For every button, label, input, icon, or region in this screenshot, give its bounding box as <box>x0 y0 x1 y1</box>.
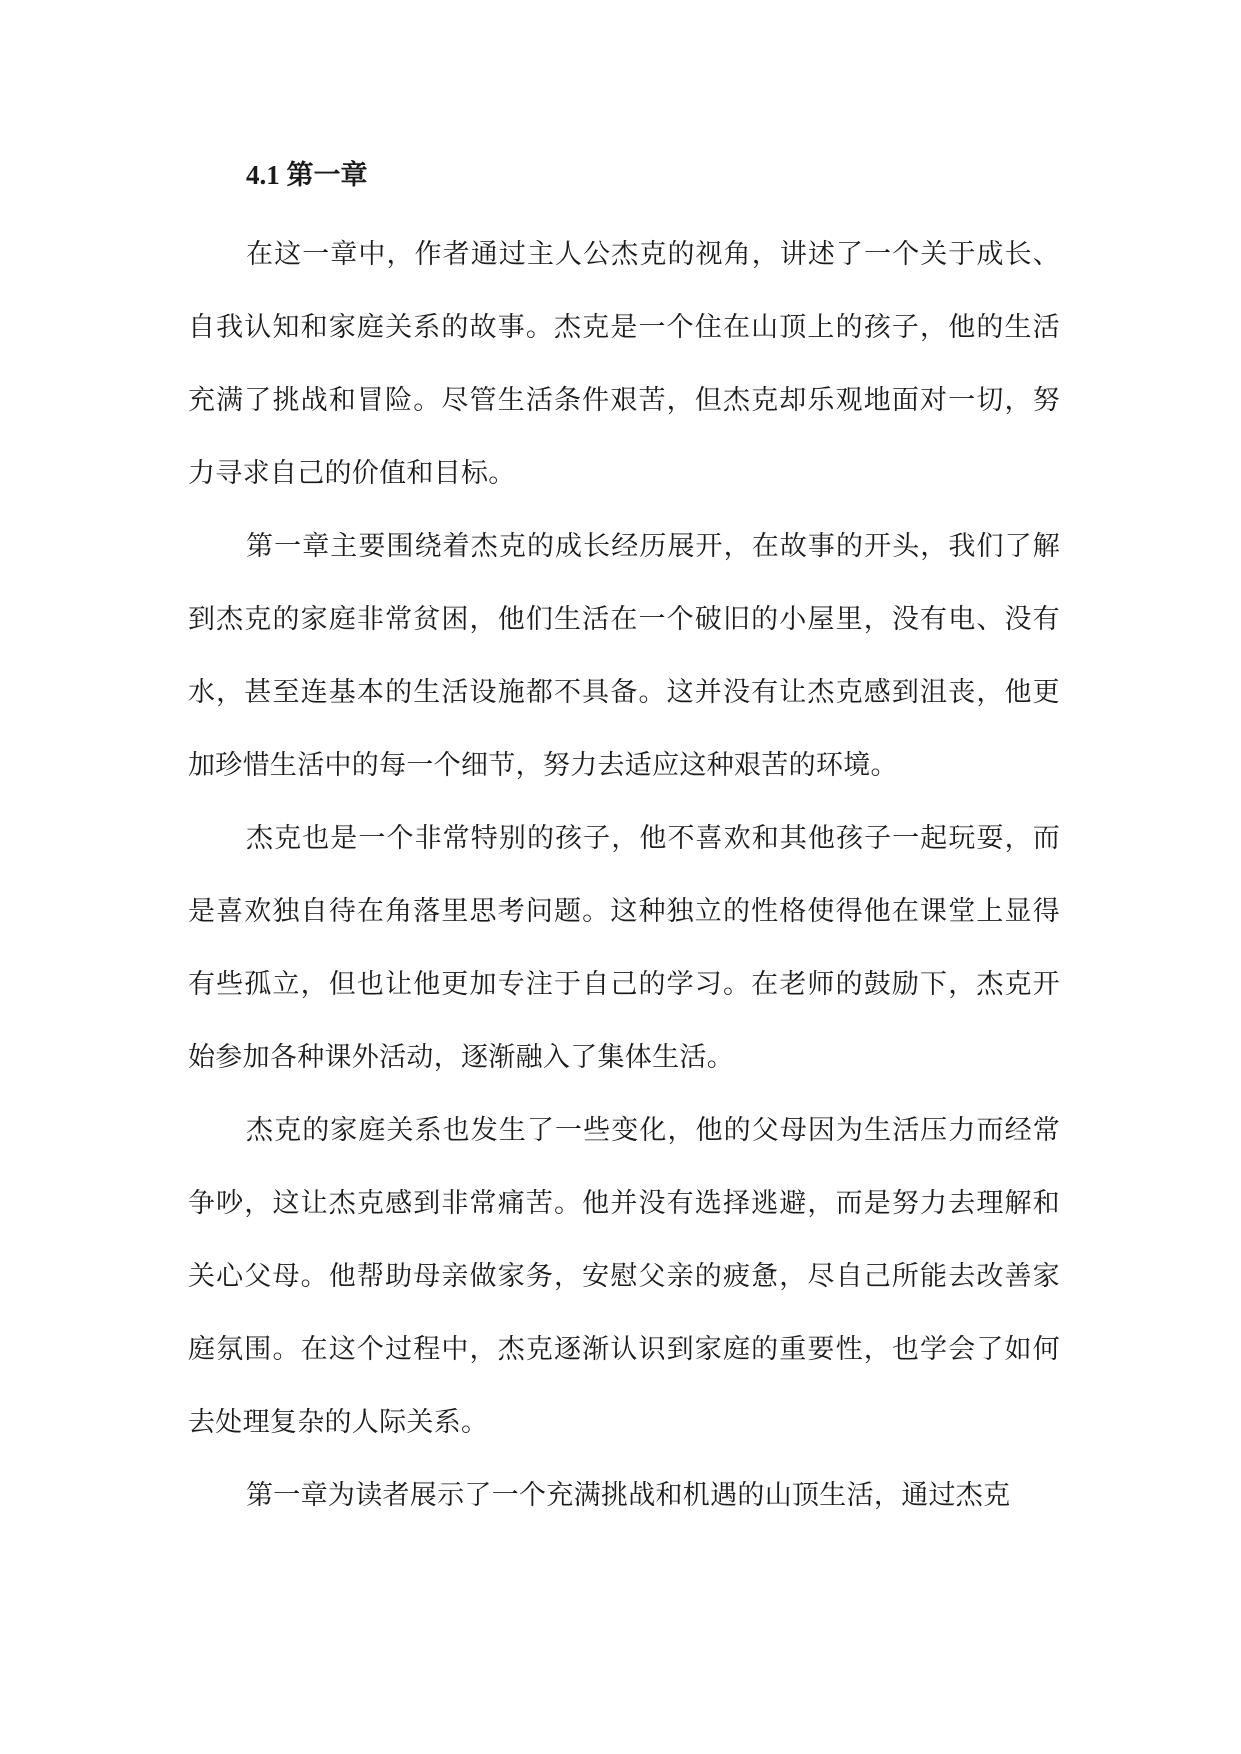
paragraph: 第一章为读者展示了一个充满挑战和机遇的山顶生活，通过杰克 <box>246 1480 1011 1511</box>
paragraph: 杰克也是一个非常特别的孩子，他不喜欢和其他孩子一起玩耍，而是喜欢独自待在角落里思考问题。这种独立的性格使得他在课堂上显得有些孤立，但也让他更加专注于自己的学习。在老师的鼓励下，杰克开始参加各种课外活动，逐渐融入了集体生活。 <box>188 823 1060 1073</box>
paragraph: 杰克的家庭关系也发生了一些变化，他的父母因为生活压力而经常争吵，这让杰克感到非常痛苦。他并没有选择逃避，而是努力去理解和关心父母。他帮助母亲做家务，安慰父亲的疲惫，尽自己所能去改善家庭氛围。在这个过程中，杰克逐渐认识到家庭的重要性，也学会了如何去处理复杂的人际关系。 <box>188 1115 1060 1438</box>
page-content <box>188 150 1060 1532</box>
paragraph: 在这一章中，作者通过主人公杰克的视角，讲述了一个关于成长、自我认知和家庭关系的故事。杰克是一个住在山顶上的孩子，他的生活充满了挑战和冒险。尽管生活条件艰苦，但杰克却乐观地面对一切，努力寻求自己的价值和目标。 <box>188 239 1060 489</box>
section-heading: 4.1 第一章 <box>246 160 368 190</box>
paragraph: 第一章主要围绕着杰克的成长经历展开，在故事的开头，我们了解到杰克的家庭非常贫困，他们生活在一个破旧的小屋里，没有电、没有水，甚至连基本的生活设施都不具备。这并没有让杰克感到沮丧，他更加珍惜生活中的每一个细节，努力去适应这种艰苦的环境。 <box>188 531 1060 781</box>
